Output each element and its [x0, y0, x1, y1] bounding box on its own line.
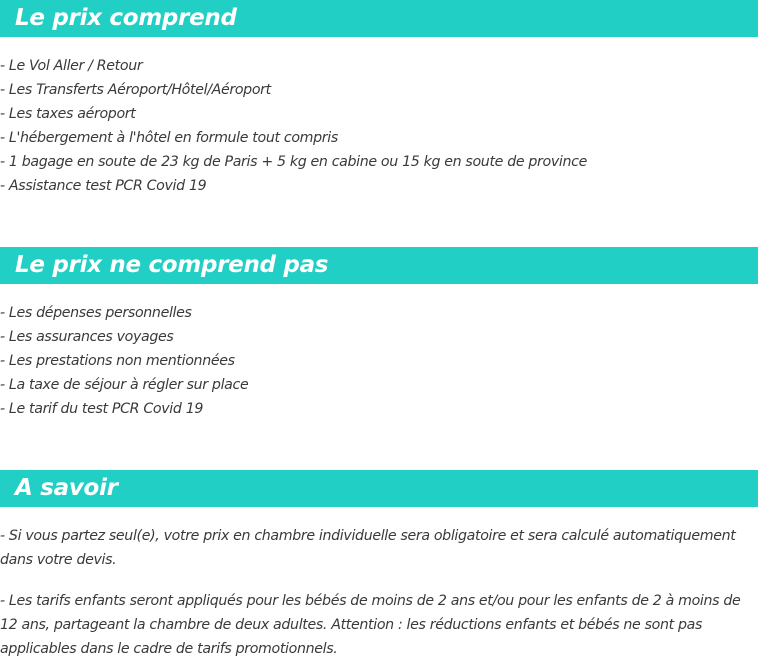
list-item: - L'hébergement à l'hôtel en formule tout compris	[0, 130, 338, 146]
not-included-list	[0, 301, 248, 421]
good-to-know-paragraph: - Les tarifs enfants seront appliqués pour les bébés de moins de 2 ans et/ou pour les enfants de 2 à moins de 12 ans, partageant la chambre de deux adultes. Attention : les réductions enfants et bébés ne sont pas applicables dans le cadre de tarifs promotionnels.	[0, 593, 741, 657]
list-item: - Le tarif du test PCR Covid 19	[0, 401, 204, 417]
list-item: - Les prestations non mentionnées	[0, 353, 235, 369]
good-to-know-header	[0, 470, 758, 507]
list-item: - Les Transferts Aéroport/Hôtel/Aéroport	[0, 82, 271, 98]
included-header	[0, 0, 758, 37]
list-item: - Le Vol Aller / Retour	[0, 58, 143, 74]
included-list	[0, 54, 587, 198]
not-included-header	[0, 247, 758, 284]
list-item: - Les assurances voyages	[0, 329, 174, 345]
list-item: - Les dépenses personnelles	[0, 305, 192, 321]
list-item: - La taxe de séjour à régler sur place	[0, 377, 249, 393]
list-item: - 1 bagage en soute de 23 kg de Paris + 5 kg en cabine ou 15 kg en soute de province	[0, 154, 587, 170]
good-to-know-title: A savoir	[15, 475, 118, 501]
list-item: - Assistance test PCR Covid 19	[0, 178, 207, 194]
list-item: - Les taxes aéroport	[0, 106, 136, 122]
not-included-title: Le prix ne comprend pas	[15, 252, 329, 278]
good-to-know-paragraph: - Si vous partez seul(e), votre prix en chambre individuelle sera obligatoire et sera calculé automatiquement dans votre devis.	[0, 528, 736, 568]
included-title: Le prix comprend	[15, 5, 237, 31]
